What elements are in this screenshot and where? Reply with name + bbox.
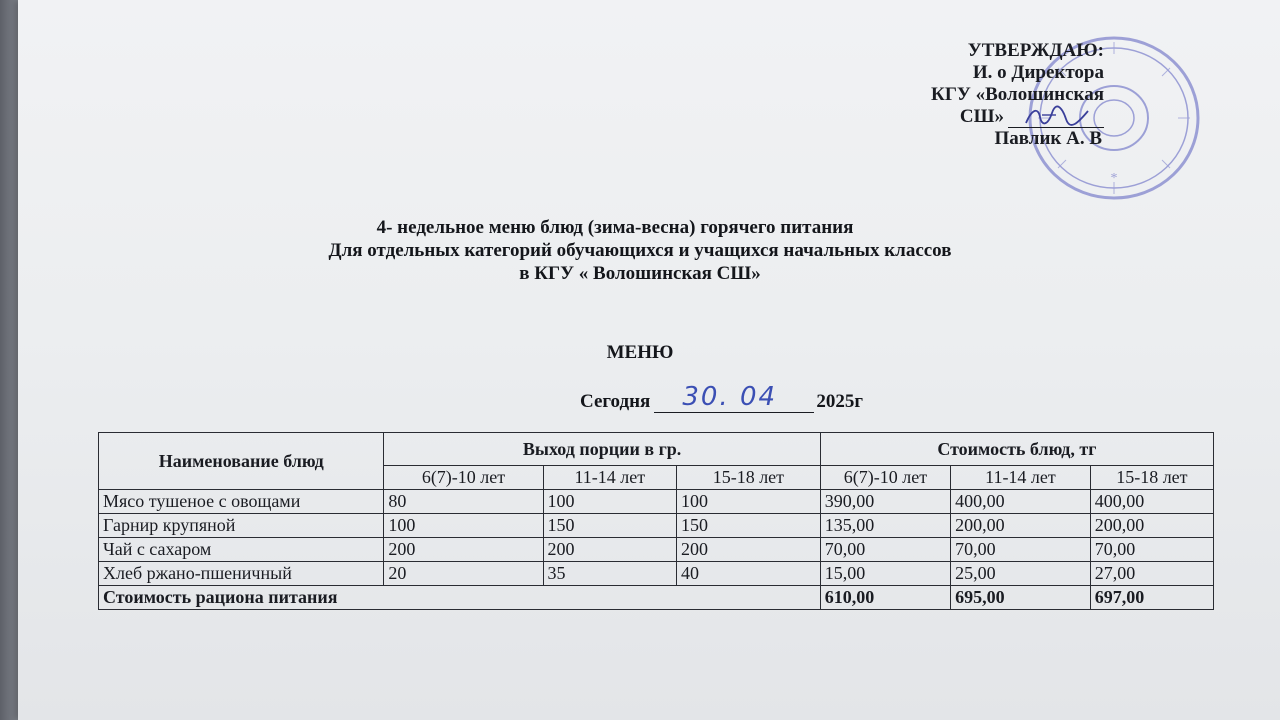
cost-cell: 70,00	[820, 538, 950, 562]
cost-cell: 400,00	[1090, 490, 1213, 514]
cost-cell: 390,00	[820, 490, 950, 514]
signature-line	[1008, 109, 1104, 128]
handwritten-date: 30. 04	[682, 382, 778, 412]
age-group-cell: 11-14 лет	[951, 466, 1091, 490]
approval-org: КГУ «Волошинская	[931, 84, 1104, 105]
portion-cell: 150	[543, 514, 676, 538]
dish-name: Мясо тушеное с овощами	[99, 490, 384, 514]
portion-cell: 200	[384, 538, 543, 562]
portion-cell: 100	[677, 490, 821, 514]
date-underline	[654, 382, 814, 413]
header-cost: Стоимость блюд, тг	[820, 433, 1213, 466]
cost-cell: 135,00	[820, 514, 950, 538]
today-date-line	[580, 382, 863, 413]
approval-heading: УТВЕРЖДАЮ:	[967, 40, 1104, 61]
dish-name: Хлеб ржано-пшеничный	[99, 562, 384, 586]
portion-cell: 35	[543, 562, 676, 586]
portion-cell: 100	[384, 514, 543, 538]
title-line-3: в КГУ « Волошинская СШ»	[519, 263, 761, 284]
svg-text:*: *	[1110, 171, 1118, 186]
cost-cell: 25,00	[951, 562, 1091, 586]
table-row	[99, 490, 1214, 514]
total-cost-cell: 697,00	[1090, 586, 1213, 610]
approval-block	[844, 40, 1104, 150]
age-group-cell: 6(7)-10 лет	[820, 466, 950, 490]
cost-cell: 15,00	[820, 562, 950, 586]
approval-org-cont: СШ»	[959, 106, 1004, 127]
approval-signer-name: Павлик А. В	[994, 128, 1102, 149]
cost-cell: 200,00	[951, 514, 1091, 538]
total-cost-cell: 610,00	[820, 586, 950, 610]
today-year: 2025г	[816, 391, 863, 412]
age-group-cell: 15-18 лет	[677, 466, 821, 490]
portion-cell: 100	[543, 490, 676, 514]
portion-cell: 20	[384, 562, 543, 586]
header-dish-name: Наименование блюд	[99, 433, 384, 490]
table-header-row	[99, 433, 1214, 466]
age-group-cell: 11-14 лет	[543, 466, 676, 490]
age-group-cell: 6(7)-10 лет	[384, 466, 543, 490]
portion-cell: 150	[677, 514, 821, 538]
dish-name: Чай с сахаром	[99, 538, 384, 562]
menu-heading-text: МЕНЮ	[606, 342, 674, 363]
cost-cell: 27,00	[1090, 562, 1213, 586]
total-label: Стоимость рациона питания	[99, 586, 821, 610]
header-portion: Выход порции в гр.	[384, 433, 820, 466]
portion-cell: 80	[384, 490, 543, 514]
cost-cell: 70,00	[951, 538, 1091, 562]
portion-cell: 200	[543, 538, 676, 562]
total-row	[99, 586, 1214, 610]
approval-position: И. о Директора	[972, 62, 1104, 83]
table-row	[99, 514, 1214, 538]
title-line-1: 4- недельное меню блюд (зима-весна) горячего питания	[376, 217, 854, 238]
portion-cell: 200	[677, 538, 821, 562]
document-title	[0, 216, 1280, 285]
cost-cell: 200,00	[1090, 514, 1213, 538]
today-label: Сегодня	[580, 391, 651, 412]
title-line-2: Для отдельных категорий обучающихся и учащихся начальных классов	[328, 240, 952, 261]
table-row	[99, 562, 1214, 586]
signature-mark	[1022, 103, 1092, 129]
signature-row	[844, 106, 1104, 128]
portion-cell: 40	[677, 562, 821, 586]
menu-heading	[0, 342, 1280, 364]
age-group-cell: 15-18 лет	[1090, 466, 1213, 490]
menu-table	[98, 432, 1214, 610]
table-row	[99, 538, 1214, 562]
total-cost-cell: 695,00	[951, 586, 1091, 610]
dish-name: Гарнир крупяной	[99, 514, 384, 538]
cost-cell: 70,00	[1090, 538, 1213, 562]
cost-cell: 400,00	[951, 490, 1091, 514]
